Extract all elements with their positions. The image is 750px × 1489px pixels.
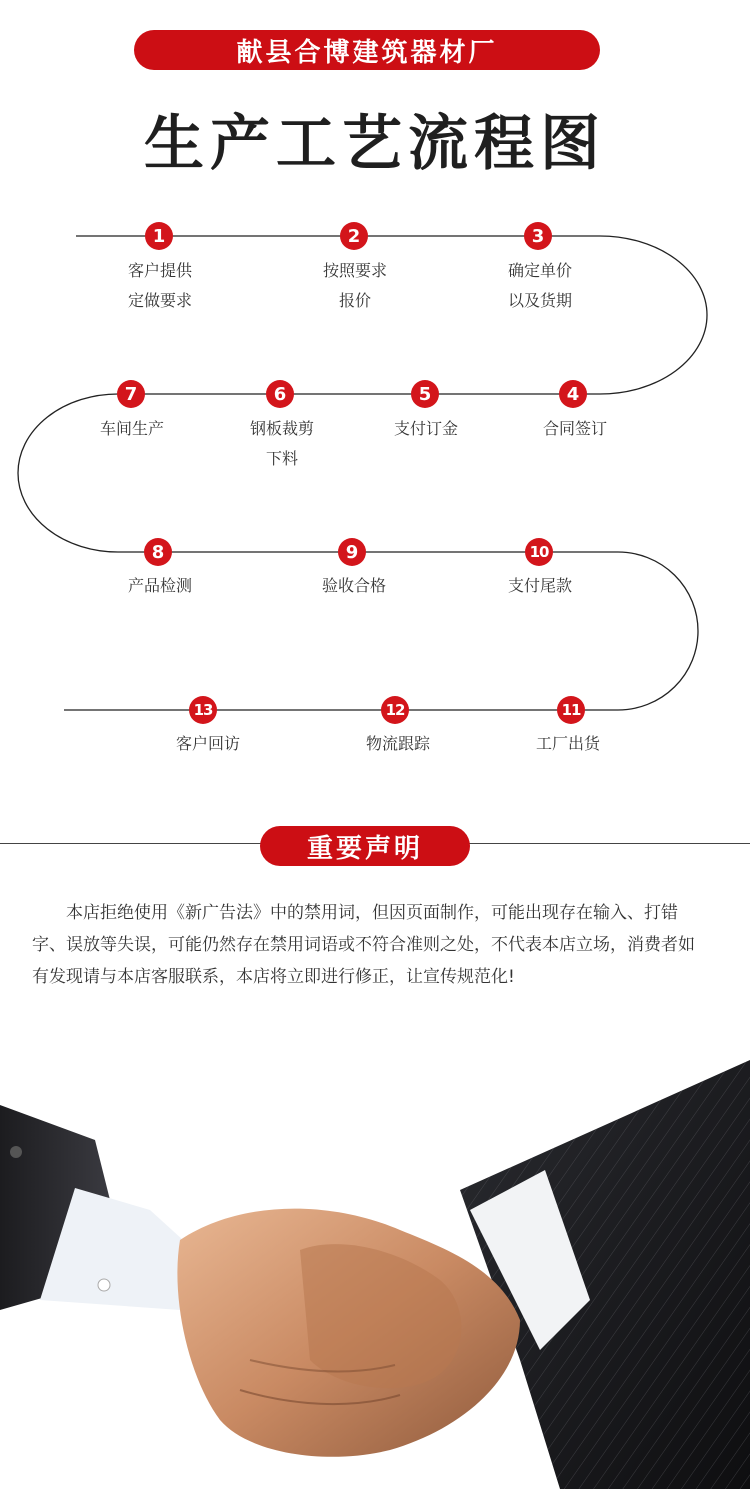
notice-body: 本店拒绝使用《新广告法》中的禁用词，但因页面制作，可能出现存在输入、打错字、误放等失误，可能仍然存在禁用词语或不符合准则之处，不代表本店立场，消费者如有发现请与本店客服联系，本店将立即进行修正，让宣传规范化! — [32, 903, 695, 987]
step-5-badge: 5 — [411, 380, 439, 408]
step-1-badge: 1 — [145, 222, 173, 250]
handshake-photo — [0, 1060, 750, 1489]
step-7-badge: 7 — [117, 380, 145, 408]
step-7-label: 车间生产 — [99, 419, 164, 438]
sleeve-button-icon — [10, 1146, 22, 1158]
step-4-label: 合同签订 — [542, 419, 607, 438]
step-6-label: 钢板裁剪 下料 — [249, 419, 314, 468]
step-6-badge: 6 — [266, 380, 294, 408]
step-12-label: 物流跟踪 — [365, 734, 430, 753]
step-10-badge: 10 — [525, 538, 553, 566]
step-13-badge: 13 — [189, 696, 217, 724]
step-4-badge: 4 — [559, 380, 587, 408]
step-5-label: 支付订金 — [393, 419, 458, 438]
step-10-label: 支付尾款 — [507, 576, 572, 595]
page-title: 生产工艺流程图 — [144, 109, 606, 179]
step-11-badge: 11 — [557, 696, 585, 724]
step-11-label: 工厂出货 — [535, 734, 600, 753]
step-12-badge: 12 — [381, 696, 409, 724]
step-3-label: 确定单价 以及货期 — [507, 261, 572, 310]
step-8-label: 产品检测 — [127, 576, 192, 595]
step-9-badge: 9 — [338, 538, 366, 566]
step-2-label: 按照要求 报价 — [322, 261, 387, 310]
step-1-label: 客户提供 定做要求 — [127, 261, 192, 310]
notice-title: 重要声明 — [260, 826, 470, 866]
step-9-label: 验收合格 — [321, 576, 386, 595]
step-8-badge: 8 — [144, 538, 172, 566]
step-13-label: 客户回访 — [175, 734, 240, 753]
company-name-banner: 献县合博建筑器材厂 — [134, 30, 600, 70]
step-2-badge: 2 — [340, 222, 368, 250]
step-3-badge: 3 — [524, 222, 552, 250]
